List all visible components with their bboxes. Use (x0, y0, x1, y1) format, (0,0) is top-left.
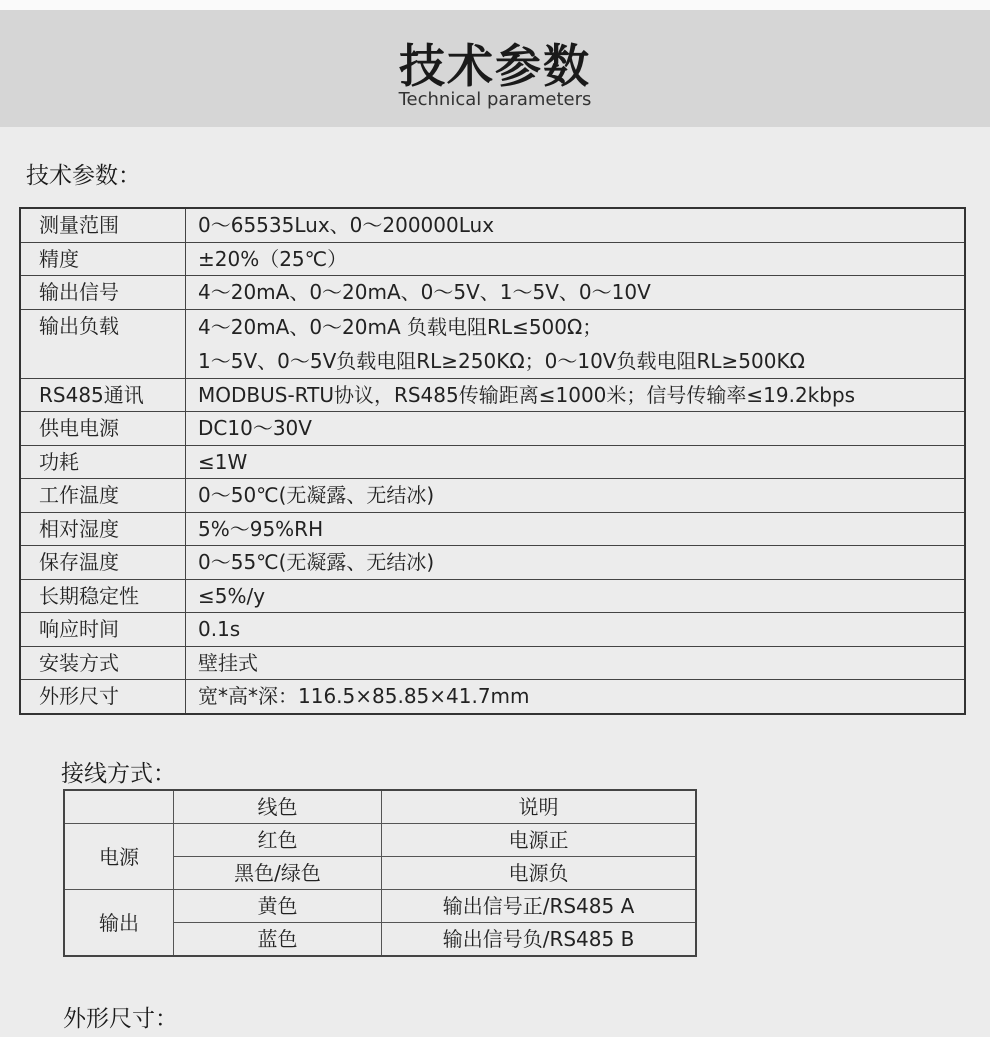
spec-row (20, 445, 965, 479)
wiring-header-cell (64, 790, 174, 824)
spec-label: 工作温度 (20, 479, 186, 513)
spec-value (186, 378, 966, 412)
spec-row (20, 613, 965, 647)
spec-value (186, 613, 966, 647)
spec-label: 保存温度 (20, 546, 186, 580)
spec-label: RS485通讯 (20, 378, 186, 412)
spec-label: 外形尺寸 (20, 680, 186, 714)
spec-value-line: 4～20mA、0～20mA 负载电阻RL≤500Ω； (198, 314, 603, 339)
spec-value-line: 5%～95%RH (198, 516, 324, 541)
spec-value (186, 412, 966, 446)
wiring-header-cell: 线色 (174, 790, 382, 824)
wiring-row (64, 890, 696, 923)
wiring-group-label: 输出 (64, 890, 174, 957)
spec-row (20, 208, 965, 242)
spec-row (20, 276, 965, 310)
spec-row (20, 512, 965, 546)
spec-value-line: ≤1W (198, 449, 248, 474)
spec-value (186, 208, 966, 242)
top-strip (0, 0, 990, 10)
spec-label: 输出负载 (20, 309, 186, 378)
spec-row (20, 378, 965, 412)
wiring-table (63, 789, 697, 957)
wire-color-cell: 黑色/绿色 (174, 857, 382, 890)
spec-value (186, 445, 966, 479)
spec-label: 相对湿度 (20, 512, 186, 546)
spec-value-line: ≤5%/y (198, 583, 266, 608)
dimensions-section-title: 外形尺寸： (63, 1006, 178, 1032)
spec-value (186, 276, 966, 310)
wire-desc-cell: 输出信号正/RS485 A (382, 890, 697, 923)
specs-section-title: 技术参数： (26, 163, 141, 189)
spec-value-line: 0～50℃(无凝露、无结冰) (198, 483, 435, 508)
spec-value (186, 646, 966, 680)
wiring-section-title: 接线方式： (61, 761, 176, 787)
spec-value-line: MODBUS-RTU协议，RS485传输距离≤1000米；信号传输率≤19.2kbps (198, 382, 856, 407)
page-title: 技术参数 (399, 39, 591, 93)
wire-color-cell: 黄色 (174, 890, 382, 923)
page-subtitle: Technical parameters (398, 89, 592, 110)
wire-desc-cell: 电源负 (382, 857, 697, 890)
spec-row (20, 546, 965, 580)
spec-row (20, 412, 965, 446)
wiring-row (64, 824, 696, 857)
spec-value (186, 512, 966, 546)
spec-value-line: 宽*高*深：116.5×85.85×41.7mm (198, 684, 530, 709)
spec-value (186, 579, 966, 613)
spec-label: 输出信号 (20, 276, 186, 310)
spec-row (20, 479, 965, 513)
spec-value-line: 4～20mA、0～20mA、0～5V、1～5V、0～10V (198, 280, 651, 305)
spec-value-line: 0～65535Lux、0～200000Lux (198, 213, 495, 238)
spec-value-line: 壁挂式 (198, 650, 258, 675)
spec-label: 功耗 (20, 445, 186, 479)
spec-value-line: 1～5V、0～5V负载电阻RL≥250KΩ；0～10V负载电阻RL≥500KΩ (198, 348, 805, 373)
spec-label: 供电电源 (20, 412, 186, 446)
spec-row (20, 579, 965, 613)
spec-value (186, 242, 966, 276)
wiring-header-row (64, 790, 696, 824)
spec-value (186, 479, 966, 513)
spec-label: 精度 (20, 242, 186, 276)
wire-desc-cell: 电源正 (382, 824, 697, 857)
wiring-header-cell: 说明 (382, 790, 697, 824)
spec-row (20, 646, 965, 680)
spec-value-line: 0.1s (198, 617, 241, 642)
wiring-group-label: 电源 (64, 824, 174, 890)
spec-label: 安装方式 (20, 646, 186, 680)
spec-value-line: 0～55℃(无凝露、无结冰) (198, 550, 435, 575)
spec-row (20, 309, 965, 378)
specs-table (19, 207, 966, 715)
spec-label: 响应时间 (20, 613, 186, 647)
wire-desc-cell: 输出信号负/RS485 B (382, 923, 697, 957)
spec-value-line: DC10～30V (198, 416, 312, 441)
spec-row (20, 242, 965, 276)
spec-value (186, 546, 966, 580)
spec-value-line: ±20%（25℃） (198, 246, 348, 271)
spec-label: 长期稳定性 (20, 579, 186, 613)
wire-color-cell: 红色 (174, 824, 382, 857)
spec-row (20, 680, 965, 714)
spec-value (186, 309, 966, 378)
header-banner (0, 10, 990, 127)
wire-color-cell: 蓝色 (174, 923, 382, 957)
spec-label: 测量范围 (20, 208, 186, 242)
spec-value (186, 680, 966, 714)
